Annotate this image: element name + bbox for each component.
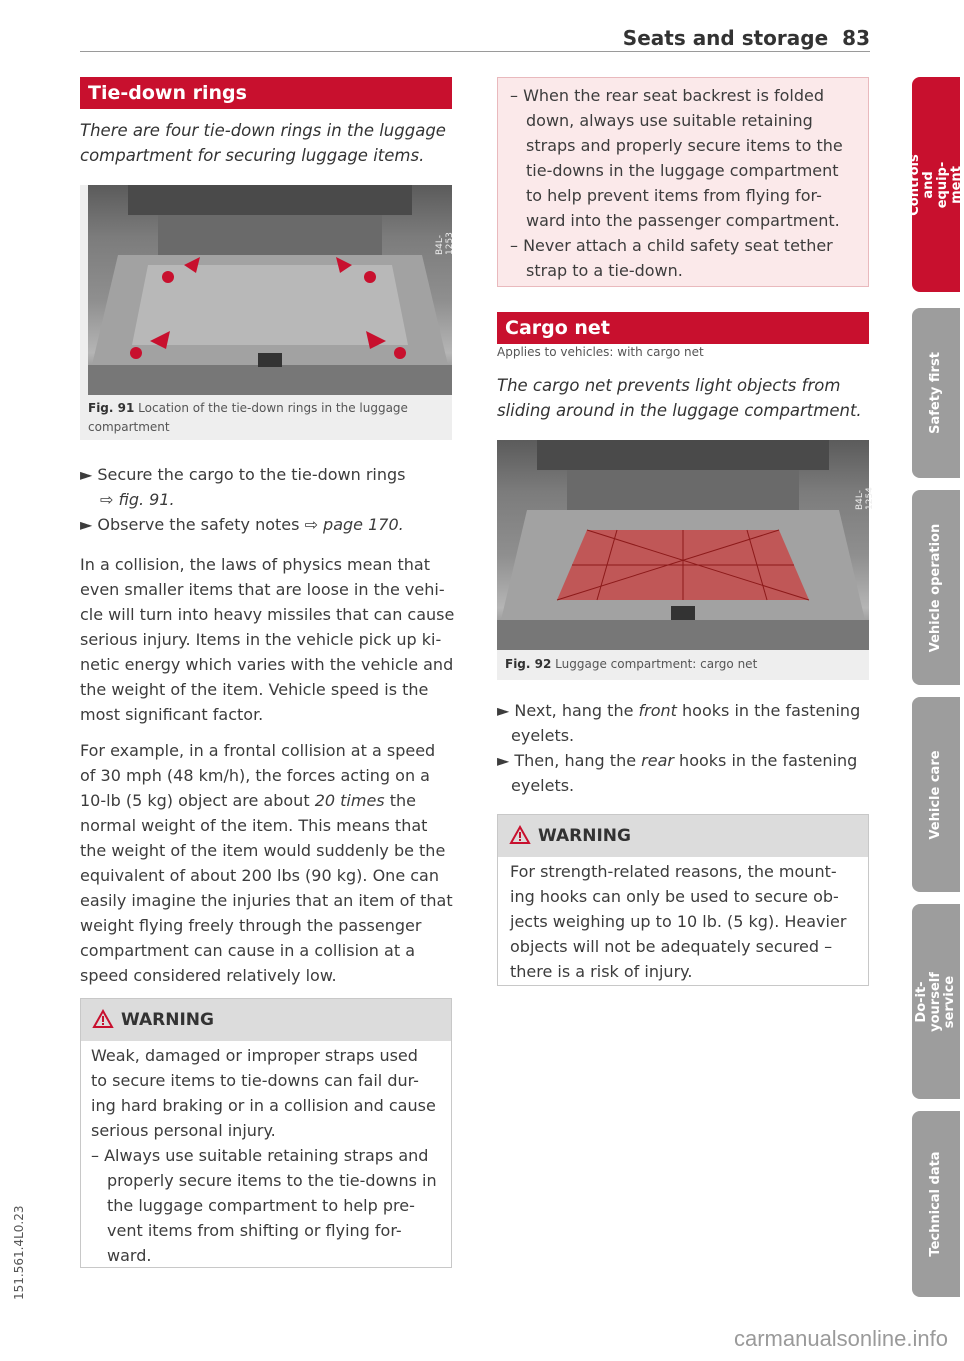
cargo-net-illustration [497,440,869,650]
figure-91-caption [88,399,448,437]
tab-vehicle-care[interactable]: Vehicle care [912,697,960,892]
step-2-ref[interactable]: ⇨ page 170. [304,515,404,534]
section-title-tie-down-rings: Tie-down rings [80,77,452,109]
tab-safety-first[interactable]: Safety first [912,308,960,478]
warning-box-left [80,998,452,1268]
warning-triangle-icon [510,826,530,844]
figure-92 [497,440,875,680]
header-rule [80,51,870,52]
applies-note: Applies to vehicles: with cargo net [497,345,704,359]
warning-text-left: Weak, damaged or improper straps used to secure items to tie-downs can fail dur- ing hard braking or in a collision and cause serious personal injury. – Always use suitable retaining straps and properly secure items to the tie-downs in the luggage compartment to help pre- vent items from shifting or flying for- ward. [91,1046,437,1265]
step-1: ► Secure the cargo to the tie-down rings [80,465,406,484]
step-front: ► Next, hang the front hooks in the fastening [497,701,861,720]
warning-header-right: WARNING [498,815,868,857]
step-list-cargo-net: ► Next, hang the front hooks in the fastening eyelets. ► Then, hang the rear hooks in the fastening eyelets. [497,698,869,798]
tab-technical-data[interactable]: Technical data [912,1111,960,1297]
tab-controls-and-equipment[interactable]: Controls and equip- ment [912,77,960,292]
warning-box-right [497,814,869,986]
figure-91-image [88,185,452,395]
running-header [600,26,870,50]
paragraph-example: For example, in a frontal collision at a speed of 30 mph (48 km/h), the forces acting on a 10-lb (5 kg) object are about 20 times the normal weight of the item. This means that the weight of the item would suddenly be the equivalent of about 200 lbs (90 kg). One can easily imagine the injuries that an item of that weight flying freely through the passenger compartment can cause in a collision at a speed considered relatively low. [80,741,453,985]
page-number: 83 [842,26,870,50]
paragraph-collision: In a collision, the laws of physics mean that even smaller items that are loose in the vehi- cle will turn into heavy missiles that can cause serious injury. Items in the vehicle pick up ki- netic energy which varies with the vehicle and the weight of the item. Vehicle speed is the most significant factor. [80,555,455,724]
section-title-cargo-net: Cargo net [497,312,869,344]
intro-cargo-net: The cargo net prevents light objects from sliding around in the luggage compartment. [497,376,862,420]
figure-92-label: Fig. 92 [505,657,552,671]
figure-92-code: B4L-1254 [855,487,875,510]
tab-vehicle-operation[interactable]: Vehicle operation [912,490,960,685]
step-1-ref[interactable]: ⇨ fig. 91. [100,490,175,509]
warning-header-left: WARNING [81,999,451,1041]
figure-92-caption-text: Luggage compartment: cargo net [555,657,758,671]
intro-tie-down: There are four tie-down rings in the luggage compartment for securing luggage items. [80,121,446,165]
figure-91-code: B4L-1253 [435,232,455,255]
step-2: ► Observe the safety notes ⇨ page 170. [80,515,404,534]
warning-text-right: For strength-related reasons, the mount- ing hooks can only be used to secure ob- jects weighing up to 10 lb. (5 kg). Heavier objects will not be adequately secured – there is a risk of injury. [510,862,847,981]
figure-91 [80,185,455,440]
document-number: 151.561.4L0.23 [12,1205,26,1300]
figure-92-image [497,440,869,650]
figure-92-caption [505,655,865,674]
luggage-compartment-illustration [88,185,452,395]
figure-91-label: Fig. 91 [88,401,135,415]
watermark: carmanualsonline.info [733,1326,948,1351]
step-list-tie-down [80,462,452,537]
warning-continued-text: – When the rear seat backrest is folded down, always use suitable retaining straps and properly secure items to the tie-downs in the luggage compartment to help prevent items from flying for- ward into the passenger compartment. – Never attach a child safety seat tether strap to a tie-down. [510,86,843,280]
warning-triangle-icon [93,1010,113,1028]
warning-continued-box [497,77,869,287]
tab-do-it-yourself-service[interactable]: Do-it-yourself service [912,904,960,1099]
step-rear: ► Then, hang the rear hooks in the fastening [497,751,858,770]
figure-91-caption-text: Location of the tie-down rings in the luggage compartment [88,401,408,434]
header-title: Seats and storage [622,26,829,50]
